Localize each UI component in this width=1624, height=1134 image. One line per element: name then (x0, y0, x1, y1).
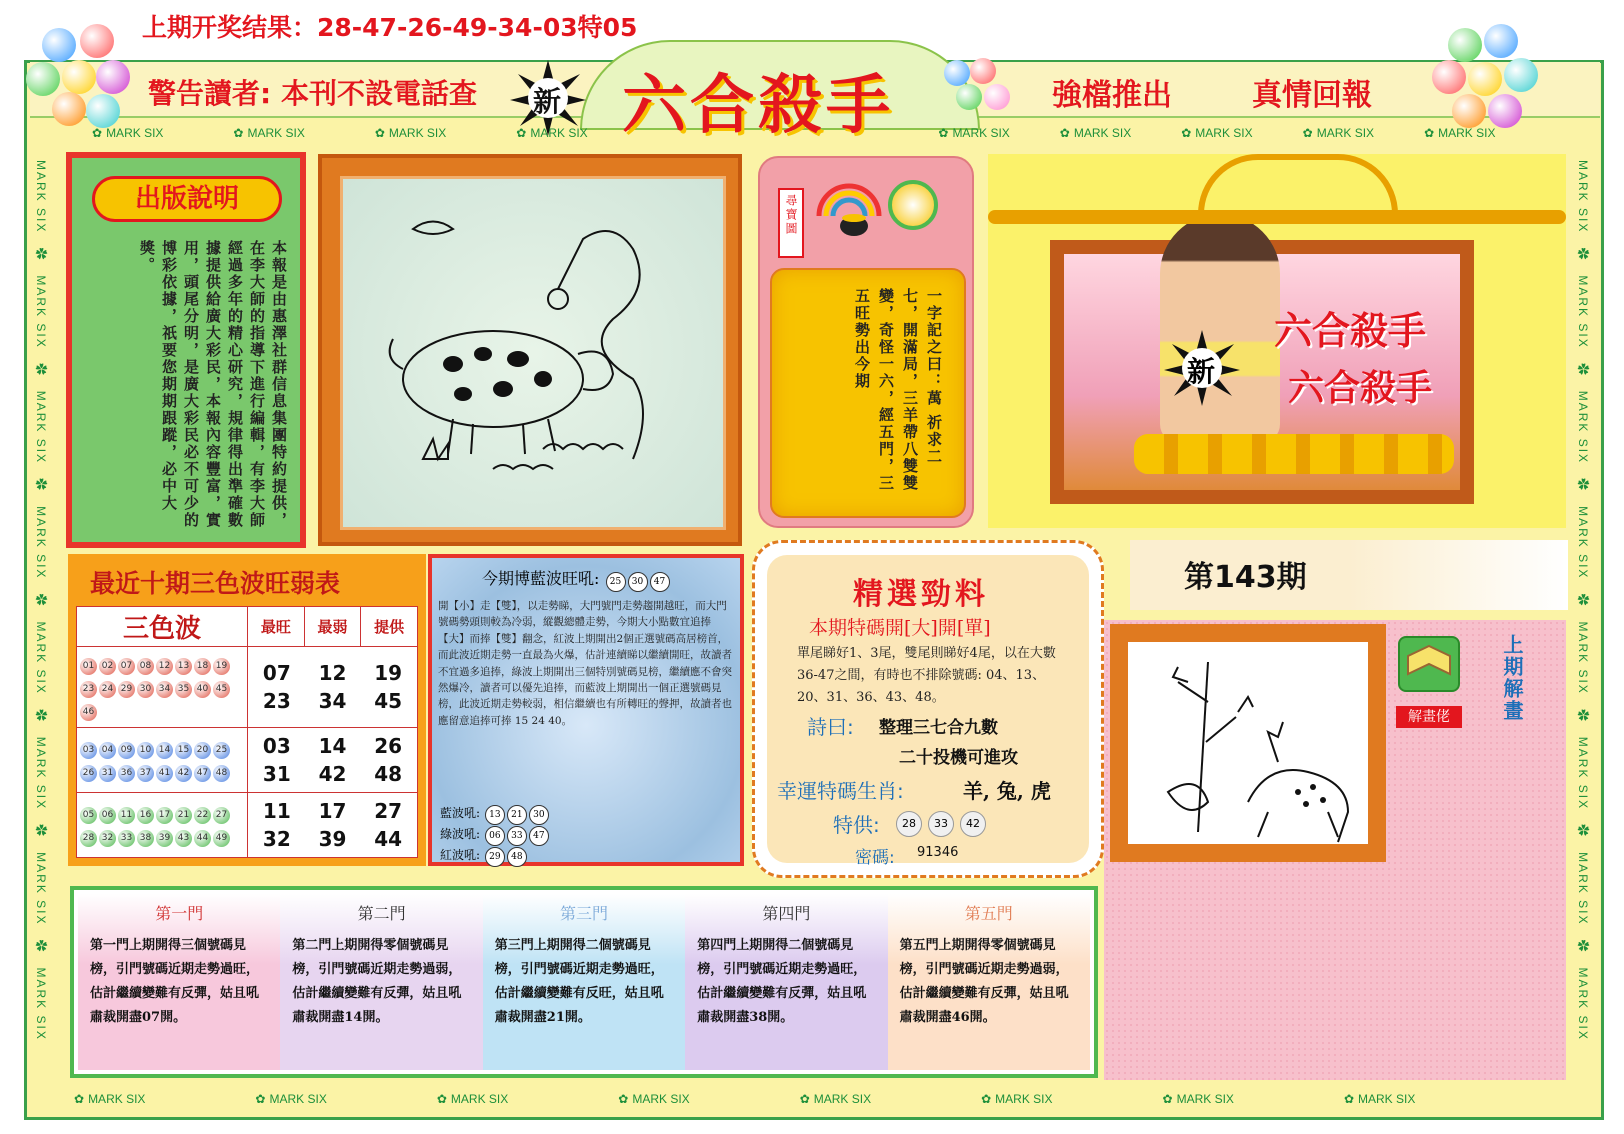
door-panel-1 (78, 894, 280, 1070)
number-ball: 11 (118, 807, 135, 824)
number-ball: 27 (213, 807, 230, 824)
hero-figure (1160, 214, 1280, 444)
scroll-poem: 一字記之曰：萬 祈求二七，開滿局，三羊帶八雙雙變，奇怪一六，經五門，三五旺勢出今期 (853, 288, 943, 492)
circled-number: 25 (606, 572, 626, 592)
number-ball: 41 (156, 765, 173, 782)
door-title: 第五門 (964, 904, 1013, 923)
number-ball: 42 (175, 765, 192, 782)
number-ball: 10 (137, 742, 154, 759)
riddle-canvas-1 (340, 176, 726, 530)
wave-value-row (249, 732, 416, 760)
number-ball: 16 (137, 807, 154, 824)
number-ball: 01 (80, 658, 97, 675)
wave-values-green (248, 793, 418, 858)
wave-value: 32 (262, 827, 291, 852)
rainbow-pot-icon (814, 176, 884, 236)
number-ball: 23 (80, 681, 97, 698)
slogan-1: 強檔推出 (1052, 78, 1172, 113)
blue-wave-line-label: 藍波吼: (440, 806, 484, 820)
number-ball: 34 (156, 681, 173, 698)
wave-value-row (249, 825, 416, 853)
selection-title: 精選勁料 (853, 577, 989, 612)
circled-number: 47 (529, 826, 549, 846)
number-ball: 31 (99, 765, 116, 782)
wave-value: 39 (318, 827, 347, 852)
number-ball: 30 (137, 681, 154, 698)
circled-number: 47 (650, 572, 670, 592)
zodiac-values: 羊, 兔, 虎 (963, 779, 1051, 803)
circled-number: 42 (960, 811, 986, 837)
door-panel-5 (888, 894, 1090, 1070)
number-ball: 13 (175, 658, 192, 675)
blue-wave-lines (440, 804, 550, 867)
door-body: 第二門上期開得零個號碼見榜，引門號碼近期走勢過弱，估計繼續變難有反彈，姑且吼肅裁開盡14開。 (292, 938, 462, 1025)
riddle-canvas-2 (1128, 642, 1368, 844)
wave-value: 23 (262, 689, 291, 714)
door-title: 第三門 (559, 904, 608, 923)
hero-photo (1064, 254, 1460, 490)
poem-line-1: 整理三七合九數 (879, 718, 998, 738)
border-strip-top: ✿ MARK SIX ✿ MARK SIX ✿ MARK SIX ✿ MARK SIX ✿ MARK SIX ✿ MARK SIX ✿ MARK SIX ✿ MARK SIX ✿ MARK SIX (92, 126, 1496, 140)
circled-number: 28 (896, 811, 922, 837)
blue-wave-body: 開【小】走【雙】，以走勢睇，大門號門走勢趨開越旺，而大門號碼勢頭則較為冷弱，縱觀總體走勢，今期大小點數宜追捧【大】而捧【雙】翻念，紅波上期開出2個正選號碼高居榜首，而此波近期走勢一直最為火爆，估計連續睇以繼續開旺，故讀者不宜過多追捧，綠波上期開出三個特別號碼見榜，繼續應不會突然爆冷，讀者可以優先追捧，而藍波上期開出一個正選號碼見榜，此波近期走勢較弱，相信繼續也有所轉旺的聲押，故讀者也應留意追捧可捧 15 24 40。 (438, 600, 732, 727)
wave-value: 31 (262, 762, 291, 787)
publication-body: 本報是由惠澤社群信息集團特約提供，在李大師的指導下進行編輯，有李大師經過多年的精心研究，規律得出準確數據提供給廣大彩民，本報內容豐富，實用，頭尾分明，是廣大彩民必不可少的博彩依據，祇要您期期跟蹤，必中大獎。 (138, 240, 288, 529)
crystal-ball-icon (888, 180, 938, 230)
number-ball: 04 (99, 742, 116, 759)
number-ball: 12 (156, 658, 173, 675)
pig-drawing (343, 179, 717, 521)
wave-value: 44 (374, 827, 403, 852)
selection-panel (752, 540, 1104, 878)
new-badge-header (510, 60, 586, 136)
number-ball: 08 (137, 658, 154, 675)
wave-value-row (249, 659, 416, 687)
wave-value: 48 (374, 762, 403, 787)
rod-bar (988, 210, 1566, 224)
blue-wave-line-label: 綠波吼: (440, 827, 484, 841)
circled-number: 13 (485, 805, 505, 825)
number-ball: 32 (99, 830, 116, 847)
issue-label: 第143期 (1184, 560, 1307, 595)
color-wave-panel (68, 554, 426, 866)
publication-title: 出版說明 (92, 176, 282, 222)
border-strip-bottom: ✿ MARK SIX ✿ MARK SIX ✿ MARK SIX ✿ MARK SIX ✿ MARK SIX ✿ MARK SIX ✿ MARK SIX ✿ MARK SIX (74, 1092, 1416, 1106)
door-title: 第二門 (357, 904, 406, 923)
door-body: 第四門上期開得二個號碼見榜，引門號碼近期走勢過旺，估計繼續變難有反彈，姑且吼肅裁開盡38開。 (697, 938, 867, 1025)
blue-wave-inner (432, 558, 740, 862)
number-ball: 36 (118, 765, 135, 782)
riddle-button[interactable]: 解畫佬 (1396, 706, 1462, 728)
number-ball: 07 (118, 658, 135, 675)
riddle-frame-2 (1110, 624, 1386, 862)
color-wave-title: 最近十期三色波旺弱表 (90, 569, 341, 598)
scroll-panel (758, 156, 974, 528)
wave-value: 03 (262, 734, 291, 759)
hero-frame (1050, 240, 1474, 504)
slogan-2: 真情回報 (1252, 78, 1372, 113)
special-label: 特供: (833, 813, 880, 837)
col-header-max: 最旺 (248, 607, 305, 647)
number-ball: 06 (99, 807, 116, 824)
number-ball: 19 (213, 658, 230, 675)
doors-panel (70, 886, 1098, 1078)
door-panel-3 (483, 894, 685, 1070)
wave-value: 34 (318, 689, 347, 714)
book-icon (1398, 636, 1460, 692)
wave-value: 26 (374, 734, 403, 759)
warning-text: 警告讀者: 本刊不設電話查 (148, 77, 477, 110)
number-ball: 18 (194, 658, 211, 675)
number-ball: 21 (175, 807, 192, 824)
circled-number: 06 (485, 826, 505, 846)
number-ball: 29 (118, 681, 135, 698)
number-ball: 45 (213, 681, 230, 698)
wave-values-blue (248, 728, 418, 793)
number-ball: 48 (213, 765, 230, 782)
number-ball: 35 (175, 681, 192, 698)
number-ball: 47 (194, 765, 211, 782)
door-body: 第三門上期開得二個號碼見榜，引門號碼近期走勢過旺，估計繼續變難有反旺，姑且吼肅裁開盡21開。 (494, 938, 664, 1025)
wave-value: 17 (318, 799, 347, 824)
circled-number: 30 (628, 572, 648, 592)
zodiac-label: 幸運特碼生肖: (777, 779, 904, 803)
door-panel-2 (280, 894, 482, 1070)
number-ball: 49 (213, 830, 230, 847)
selection-inner (767, 555, 1089, 868)
seal-label: 尋寶圖 (778, 188, 804, 258)
door-title: 第四門 (762, 904, 811, 923)
new-badge-header-text: 新 (533, 85, 562, 118)
riddle-frame-1 (318, 154, 742, 546)
col-header-wave: 三色波 (77, 607, 248, 647)
crown-arch (1198, 154, 1398, 214)
wave-value-row (249, 760, 416, 788)
col-header-offer: 提供 (361, 607, 418, 647)
poem-line-2: 二十投機可進攻 (899, 748, 1018, 768)
number-ball: 37 (137, 765, 154, 782)
wave-value: 45 (374, 689, 403, 714)
border-strip-left: MARK SIX ✿ MARK SIX ✿ MARK SIX ✿ MARK SIX ✿ MARK SIX ✿ MARK SIX ✿ MARK SIX ✿ MARK SIX (34, 160, 48, 1041)
hero-panel (988, 154, 1566, 528)
door-panel-4 (685, 894, 887, 1070)
brand-title: 六合殺手 (622, 68, 894, 143)
wave-value: 07 (262, 661, 291, 686)
number-ball: 46 (80, 704, 97, 721)
number-ball: 15 (175, 742, 192, 759)
deer-bamboo-drawing (1128, 642, 1368, 844)
number-ball: 40 (194, 681, 211, 698)
wave-value-row (249, 687, 416, 715)
wave-value-row (249, 797, 416, 825)
poem-label: 詩曰: (807, 715, 854, 739)
color-wave-table (76, 606, 418, 858)
new-badge-hero-text: 新 (1187, 355, 1216, 388)
selection-subtitle: 本期特碼開[大]開[單] (809, 617, 991, 639)
door-title: 第一門 (155, 904, 204, 923)
gold-ingots (1134, 434, 1454, 474)
wave-value: 42 (318, 762, 347, 787)
wave-value: 11 (262, 799, 291, 824)
special-nums (893, 811, 989, 837)
number-ball: 05 (80, 807, 97, 824)
wave-value: 12 (318, 661, 347, 686)
number-ball: 38 (137, 830, 154, 847)
door-body: 第一門上期開得三個號碼見榜，引門號碼近期走勢過旺，估計繼續變難有反彈，姑且吼肅裁開盡07開。 (90, 938, 260, 1025)
number-ball: 44 (194, 830, 211, 847)
circled-number: 21 (507, 805, 527, 825)
border-strip-right: MARK SIX ✿ MARK SIX ✿ MARK SIX ✿ MARK SIX ✿ MARK SIX ✿ MARK SIX ✿ MARK SIX ✿ MARK SIX (1576, 160, 1590, 1041)
wave-balls-red (77, 647, 248, 728)
blue-wave-line (440, 846, 550, 867)
number-ball: 14 (156, 742, 173, 759)
selection-body: 單尾睇好1、3尾，雙尾則睇好4尾，以在大數36-47之間，有時也不排除號碼: 04、13、20、31、36、43、48。 (797, 646, 1056, 705)
circled-number: 33 (507, 826, 527, 846)
wave-balls-blue (77, 728, 248, 793)
number-ball: 25 (213, 742, 230, 759)
blue-wave-panel (428, 554, 744, 866)
number-ball: 22 (194, 807, 211, 824)
number-ball: 39 (156, 830, 173, 847)
number-ball: 26 (80, 765, 97, 782)
number-ball: 20 (194, 742, 211, 759)
hero-sign-2: 六合殺手 (1288, 367, 1433, 409)
code-value: 91346 (917, 845, 959, 860)
blue-wave-line-label: 紅波吼: (440, 848, 484, 862)
circled-number: 30 (529, 805, 549, 825)
blue-wave-line (440, 804, 550, 825)
new-badge-hero (1164, 330, 1240, 406)
last-result-text: 上期开奖结果：28-47-26-49-34-03特05 (142, 13, 638, 42)
code-label: 密碼: (855, 848, 895, 868)
number-ball: 28 (80, 830, 97, 847)
blue-wave-title: 今期博藍波旺吼: 25 30 47 (482, 566, 671, 592)
wave-values-red (248, 647, 418, 728)
doors-row (78, 894, 1090, 1070)
wave-value: 19 (374, 661, 403, 686)
number-ball: 24 (99, 681, 116, 698)
wave-value: 14 (318, 734, 347, 759)
circled-number: 33 (928, 811, 954, 837)
hero-sign-1: 六合殺手 (1274, 308, 1427, 353)
wave-value: 27 (374, 799, 403, 824)
circled-number: 48 (507, 847, 527, 867)
wave-balls-green (77, 793, 248, 858)
door-body: 第五門上期開得零個號碼見榜，引門號碼近期走勢過弱，估計繼續變難有反彈，姑且吼肅裁開盡46開。 (899, 938, 1069, 1025)
col-header-min: 最弱 (304, 607, 361, 647)
number-ball: 43 (175, 830, 192, 847)
number-ball: 02 (99, 658, 116, 675)
circled-number: 29 (485, 847, 505, 867)
number-ball: 09 (118, 742, 135, 759)
number-ball: 17 (156, 807, 173, 824)
riddle-side-title: 上期解畫 (1500, 634, 1524, 722)
publication-panel (66, 152, 306, 548)
color-wave-table-area (76, 606, 418, 858)
number-ball: 03 (80, 742, 97, 759)
blue-wave-line (440, 825, 550, 846)
number-ball: 33 (118, 830, 135, 847)
